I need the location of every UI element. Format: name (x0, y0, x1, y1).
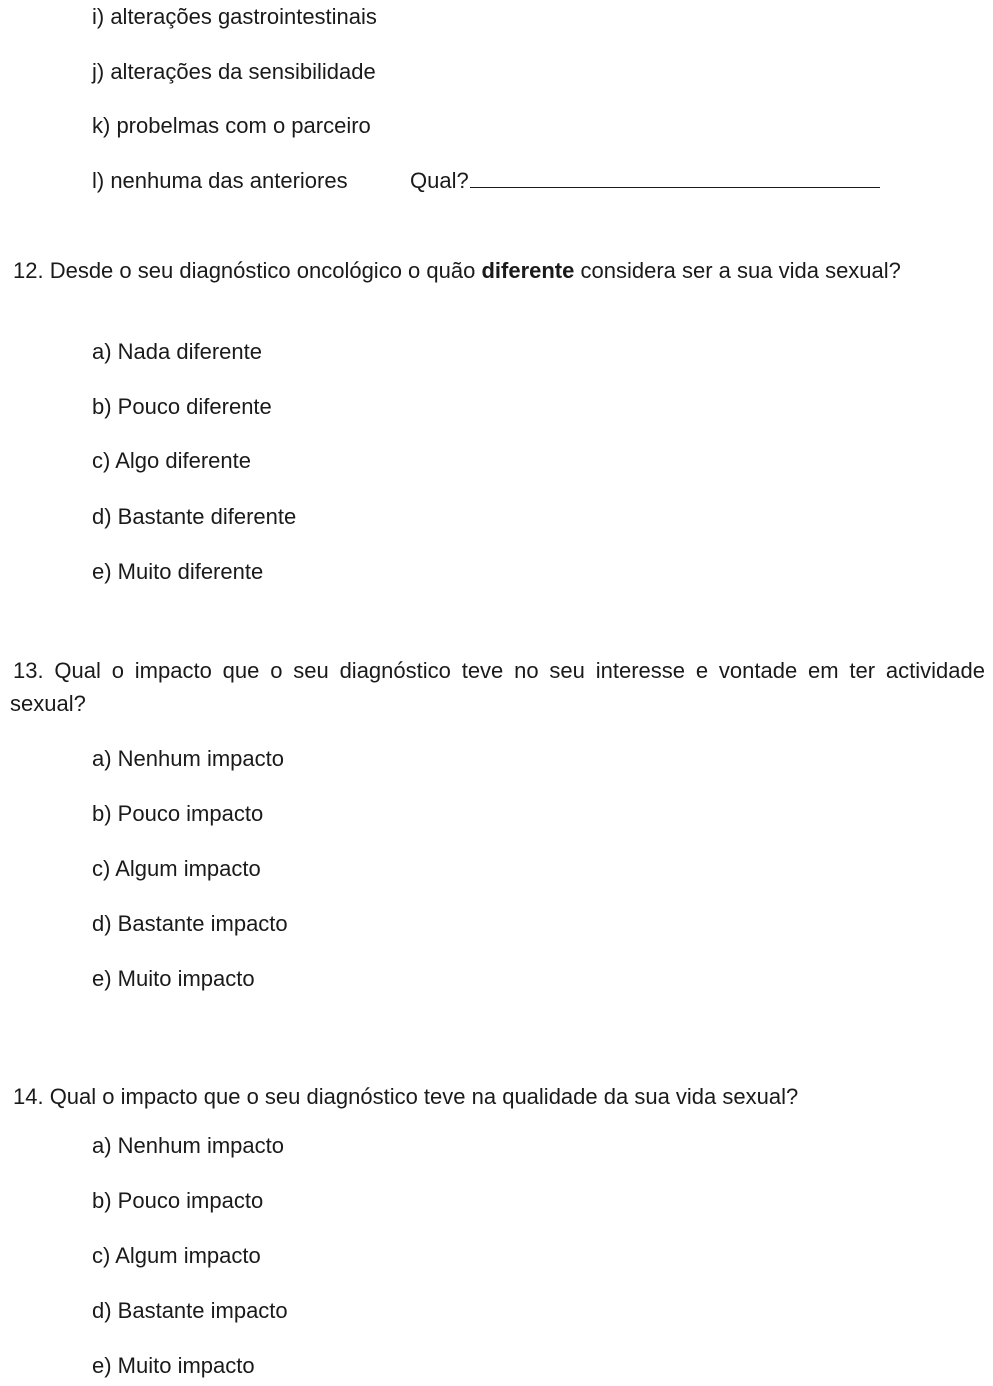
question-13-text: 13. Qual o impacto que o seu diagnóstico teve no seu interesse e vontade em ter actividade sexual? (10, 658, 985, 716)
q12-option-c: c) Algo diferente (92, 448, 251, 473)
q11-option-l: l) nenhuma das anteriores (92, 168, 348, 193)
q12-option-e: e) Muito diferente (92, 559, 264, 584)
q11-option-k: k) probelmas com o parceiro (92, 113, 371, 138)
question-12 (10, 254, 985, 287)
q14-option-c: c) Algum impacto (92, 1243, 261, 1268)
q11-option-i: i) alterações gastrointestinais (92, 4, 377, 29)
q13-option-c: c) Algum impacto (92, 856, 261, 881)
q12-option-b: b) Pouco diferente (92, 394, 272, 419)
question-12-text-before: 12. Desde o seu diagnóstico oncológico o quão (13, 258, 482, 283)
question-14-text: 14. Qual o impacto que o seu diagnóstico teve na qualidade da sua vida sexual? (13, 1084, 799, 1109)
q13-option-e: e) Muito impacto (92, 966, 255, 991)
question-13 (10, 654, 985, 720)
q12-option-d: d) Bastante diferente (92, 504, 297, 529)
qual-label: Qual? (410, 168, 469, 193)
question-14 (10, 1080, 985, 1113)
q12-option-a: a) Nada diferente (92, 339, 262, 364)
question-12-text-after: considera ser a sua vida sexual? (574, 258, 901, 283)
q11-option-j: j) alterações da sensibilidade (92, 59, 376, 84)
q14-option-a: a) Nenhum impacto (92, 1133, 284, 1158)
q14-option-b: b) Pouco impacto (92, 1188, 264, 1213)
q14-option-e: e) Muito impacto (92, 1353, 255, 1378)
q13-option-a: a) Nenhum impacto (92, 746, 284, 771)
q11-qual-field (410, 168, 880, 194)
q13-option-b: b) Pouco impacto (92, 801, 264, 826)
question-12-bold-word: diferente (481, 258, 575, 283)
q13-option-d: d) Bastante impacto (92, 911, 288, 936)
q14-option-d: d) Bastante impacto (92, 1298, 288, 1323)
qual-blank-line (470, 169, 880, 188)
